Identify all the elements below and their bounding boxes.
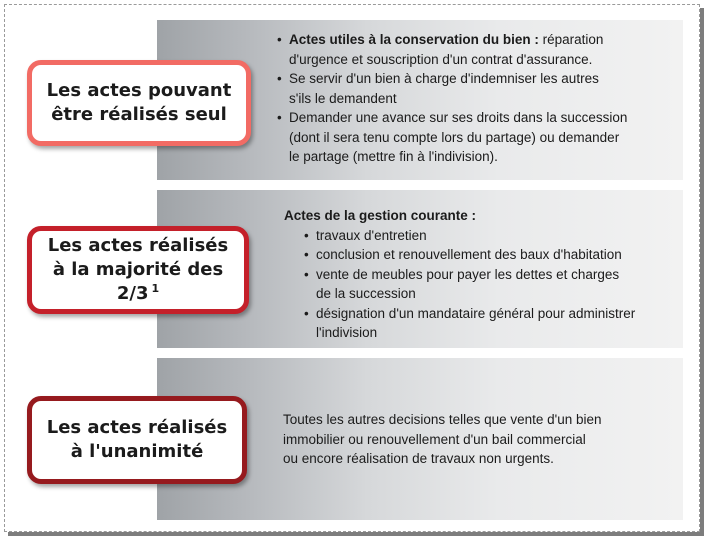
section-2-label-line2: à la majorité des 2/3 (52, 259, 224, 304)
bullet-icon: • (277, 71, 282, 86)
section-1-item-2-cont: s'ils le demandent (289, 90, 397, 106)
section-3-content (283, 410, 673, 469)
section-2-item-3-cont: de la succession (316, 286, 416, 301)
bullet-icon: • (304, 227, 309, 243)
bullet-icon: • (277, 110, 282, 125)
section-1-item-3-cont2: le partage (mettre fin à l'indivision). (289, 149, 498, 164)
section-2-label (27, 226, 249, 314)
bullet-icon: • (277, 32, 282, 47)
section-1-item-1-text: réparation (538, 32, 604, 47)
section-1-label-line1: Les actes pouvant (46, 80, 232, 101)
section-2-heading: Actes de la gestion courante : (284, 208, 477, 223)
section-3-label-line1: Les actes réalisés (46, 417, 228, 438)
section-1-item-1 (277, 30, 677, 69)
section-1-content (277, 30, 677, 167)
bullet-icon: • (304, 305, 309, 321)
section-2-item-4-text: désignation d'un mandataire général pour administrer (316, 305, 636, 321)
section-2-label-line2-wrap (32, 258, 244, 306)
bullet-icon: • (304, 247, 309, 262)
section-3-line-3: ou encore réalisation de travaux non urgents. (283, 451, 554, 466)
section-1-item-2 (277, 69, 677, 108)
section-1-label-line2: être réalisés seul (51, 104, 227, 125)
section-2-item-3 (284, 265, 674, 304)
section-3-line-1: Toutes les autres decisions telles que vente d'un bien (283, 412, 602, 427)
bullet-icon: • (304, 266, 309, 282)
footnote-marker: 1 (151, 282, 160, 295)
section-2-content (284, 206, 674, 343)
section-2-item-1-text: travaux d'entretien (316, 227, 427, 243)
section-2-item-3-text: vente de meubles pour payer les dettes et charges (316, 266, 620, 282)
section-1-item-3-cont: (dont il sera tenu compte lors du partage) ou demander (289, 129, 620, 145)
section-3-label (27, 396, 247, 484)
section-2-item-2 (284, 245, 674, 265)
section-2-item-1 (284, 226, 674, 246)
section-2-item-4-cont: l'indivision (316, 325, 378, 340)
frame-shadow-right (700, 8, 704, 536)
section-1-item-1-cont: d'urgence et souscription d'un contrat d'assurance. (289, 51, 593, 67)
section-1-item-3 (277, 108, 677, 167)
section-1-label (27, 60, 251, 146)
section-2-list (284, 226, 674, 343)
section-3-label-line2: à l'unanimité (70, 441, 204, 462)
section-3-line-2: immobilier ou renouvellement d'un bail commercial (283, 431, 586, 447)
section-2-label-line1: Les actes réalisés (47, 235, 229, 256)
section-2-item-2-text: conclusion et renouvellement des baux d'habitation (316, 247, 622, 262)
section-1-item-3-text: Demander une avance sur ses droits dans la succession (289, 110, 628, 125)
section-1-item-1-bold: Actes utiles à la conservation du bien : (289, 32, 539, 47)
section-2-item-4 (284, 304, 674, 343)
frame-shadow-bottom (8, 532, 704, 536)
section-1-item-2-text: Se servir d'un bien à charge d'indemniser les autres (289, 71, 599, 86)
